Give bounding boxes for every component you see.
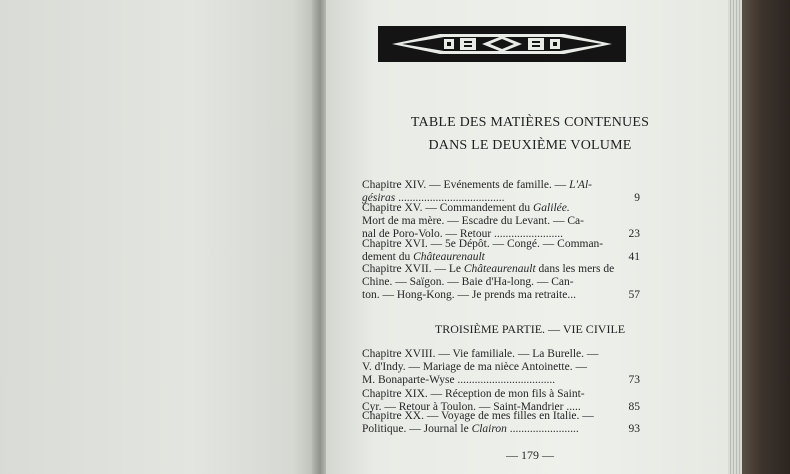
- toc-page-number: 85: [628, 401, 640, 414]
- page-edges: [728, 0, 742, 474]
- toc-text-italic: Châteaurenault: [463, 263, 536, 275]
- toc-page-number: 73: [628, 374, 640, 387]
- toc-text-italic: Galilée.: [533, 202, 570, 214]
- toc-page-number: 9: [634, 192, 640, 205]
- toc-text-italic: Clairon: [471, 423, 507, 436]
- toc-text: Mort de ma mère. — Escadre du Levant. — Ca-: [362, 215, 584, 228]
- toc-text: M. Bonaparte-Wyse ..................................: [362, 374, 556, 387]
- page-folio: — 179 —: [506, 448, 554, 462]
- toc-text: Chapitre XVII. — Le: [362, 263, 464, 275]
- toc-text-italic: Châteaurenault: [413, 251, 485, 264]
- toc-entry-xvi: [362, 238, 640, 264]
- toc-text: Chapitre XVIII. — Vie familiale. — La Burelle. —: [362, 348, 599, 360]
- left-page: [0, 0, 318, 474]
- toc-title-line2: DANS LE DEUXIÈME VOLUME: [428, 138, 632, 153]
- toc-page-number: 93: [628, 423, 640, 436]
- toc-text: V. d'Indy. — Mariage de ma nièce Antoinette. —: [362, 361, 587, 374]
- decorative-ornament: [378, 26, 626, 62]
- toc-entry-xv: [362, 202, 640, 242]
- toc-page-number: 41: [628, 251, 640, 264]
- toc-text: Chapitre XIX. — Réception de mon fils à Saint-: [362, 388, 585, 400]
- toc-text: nal de Poro-Volo. — Retour ........................: [362, 228, 564, 241]
- part-title: TROISIÈME PARTIE. — VIE CIVILE: [434, 322, 626, 336]
- toc-page-number: 23: [628, 228, 640, 241]
- toc-text: Chine. — Saïgon. — Baie d'Ha-long. — Can-: [362, 276, 574, 289]
- toc-text: Chapitre XVI. — 5e Dépôt. — Congé. — Comman-: [362, 238, 604, 250]
- toc-title-line1: TABLE DES MATIÈRES CONTENUES: [410, 115, 650, 130]
- toc-text: Chapitre XV. — Commandement du: [362, 202, 533, 214]
- toc-text: Cyr. — Retour à Toulon. — Saint-Mandrier .....: [362, 401, 581, 414]
- toc-text-italic: gésiras: [362, 192, 396, 205]
- toc-entry-xviii: [362, 348, 640, 388]
- toc-text: dement du: [362, 251, 414, 264]
- toc-entry-xx: Chapitre XX. — Voyage de mes filles en Italie. — Politique. — Journal le Clairon ........................ 93: [362, 410, 640, 436]
- toc-page-number: 57: [628, 289, 640, 302]
- toc-text: Chapitre XX. — Voyage de mes filles en Italie. —: [362, 410, 594, 422]
- toc-text-italic: L'Al-: [569, 179, 592, 191]
- toc-text: Politique. — Journal le: [362, 423, 472, 436]
- toc-text: .....................................: [395, 192, 505, 205]
- toc-text: Chapitre XIV. — Evénements de famille. —: [362, 179, 570, 191]
- toc-text: ton. — Hong-Kong. — Je prends ma retraite...: [362, 289, 576, 302]
- book-cover: [742, 0, 790, 474]
- toc-entry-xvii: Chapitre XVII. — Le Châteaurenault dans les mers de Chine. — Saïgon. — Baie d'Ha-long. — Can- ton. — Hong-Kong. — Je prends ma retraite... 57: [362, 263, 640, 302]
